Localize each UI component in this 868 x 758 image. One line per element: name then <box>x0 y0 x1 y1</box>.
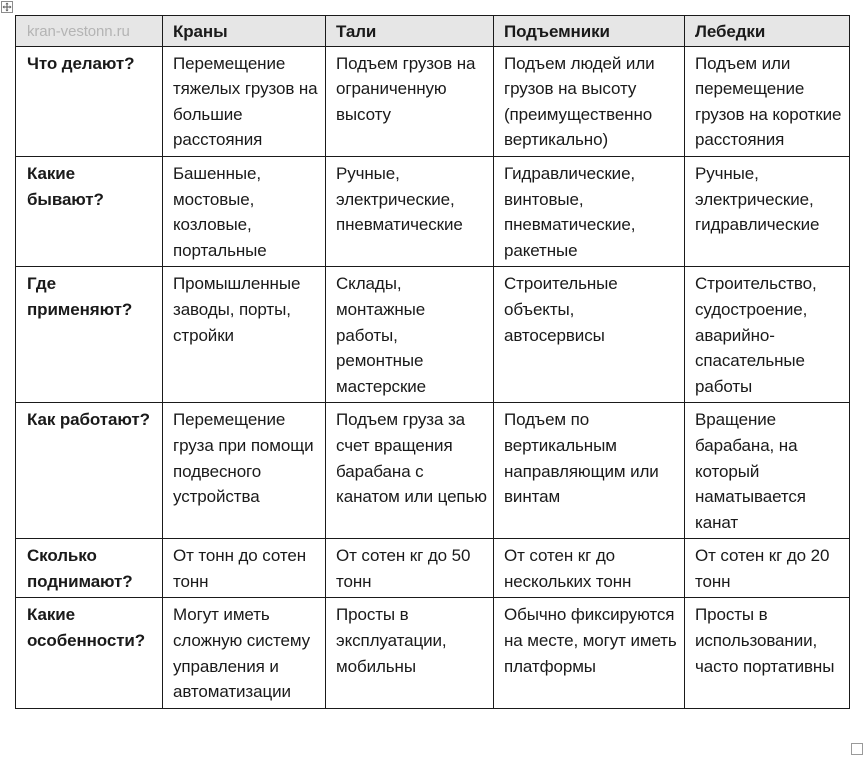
column-header-winches[interactable]: Лебедки <box>685 16 850 47</box>
watermark-cell: kran-vestonn.ru <box>16 16 163 47</box>
table-cell[interactable]: Гидравлические, винтовые, пневматические, ракетные <box>494 156 685 266</box>
table-cell[interactable]: Вращение барабана, на который наматывается канат <box>685 403 850 539</box>
table-resize-handle[interactable] <box>851 743 863 755</box>
column-header-hoists[interactable]: Тали <box>326 16 494 47</box>
table-cell[interactable]: От тонн до сотен тонн <box>163 539 326 598</box>
table-cell[interactable]: Подъем людей или грузов на высоту (преимущественно вертикально) <box>494 46 685 156</box>
table-cell[interactable]: Обычно фиксируются на месте, могут иметь платформы <box>494 598 685 708</box>
table-cell[interactable]: Перемещение груза при помощи подвесного устройства <box>163 403 326 539</box>
table-cell[interactable]: Подъем груза за счет вращения барабана с канатом или цепью <box>326 403 494 539</box>
table-cell[interactable]: Подъем грузов на ограниченную высоту <box>326 46 494 156</box>
table-cell[interactable]: От сотен кг до 20 тонн <box>685 539 850 598</box>
table-cell[interactable]: Подъем или перемещение грузов на короткие расстояния <box>685 46 850 156</box>
row-header[interactable]: Что делают? <box>16 46 163 156</box>
table-cell[interactable]: Башенные, мостовые, козловые, портальные <box>163 156 326 266</box>
table-cell[interactable]: Промышленные заводы, порты, стройки <box>163 267 326 403</box>
table-cell[interactable]: Строительство, судостроение, аварийно-спасательные работы <box>685 267 850 403</box>
row-header[interactable]: Какие бывают? <box>16 156 163 266</box>
table-cell[interactable]: Просты в эксплуатации, мобильны <box>326 598 494 708</box>
table-cell[interactable]: Просты в использовании, часто портативны <box>685 598 850 708</box>
row-header[interactable]: Сколько поднимают? <box>16 539 163 598</box>
table-cell[interactable]: Строительные объекты, автосервисы <box>494 267 685 403</box>
table-row <box>16 598 850 708</box>
table-row <box>16 156 850 266</box>
comparison-table <box>15 15 850 709</box>
table-cell[interactable]: Подъем по вертикальным направляющим или винтам <box>494 403 685 539</box>
table-cell[interactable]: Ручные, электрические, пневматические <box>326 156 494 266</box>
table-row <box>16 46 850 156</box>
table-cell[interactable]: От сотен кг до нескольких тонн <box>494 539 685 598</box>
column-header-cranes[interactable]: Краны <box>163 16 326 47</box>
row-header[interactable]: Как работают? <box>16 403 163 539</box>
table-cell[interactable]: Могут иметь сложную систему управления и автоматизации <box>163 598 326 708</box>
table-row <box>16 267 850 403</box>
table-cell[interactable]: Ручные, электрические, гидравлические <box>685 156 850 266</box>
table-row <box>16 539 850 598</box>
move-arrows-icon <box>2 2 12 12</box>
table-header-row <box>16 16 850 47</box>
table-cell[interactable]: Перемещение тяжелых грузов на большие расстояния <box>163 46 326 156</box>
table-cell[interactable]: Склады, монтажные работы, ремонтные мастерские <box>326 267 494 403</box>
row-header[interactable]: Какие особенности? <box>16 598 163 708</box>
table-row <box>16 403 850 539</box>
column-header-lifts[interactable]: Подъемники <box>494 16 685 47</box>
table-cell[interactable]: От сотен кг до 50 тонн <box>326 539 494 598</box>
row-header[interactable]: Где применяют? <box>16 267 163 403</box>
table-move-handle[interactable] <box>1 1 13 13</box>
